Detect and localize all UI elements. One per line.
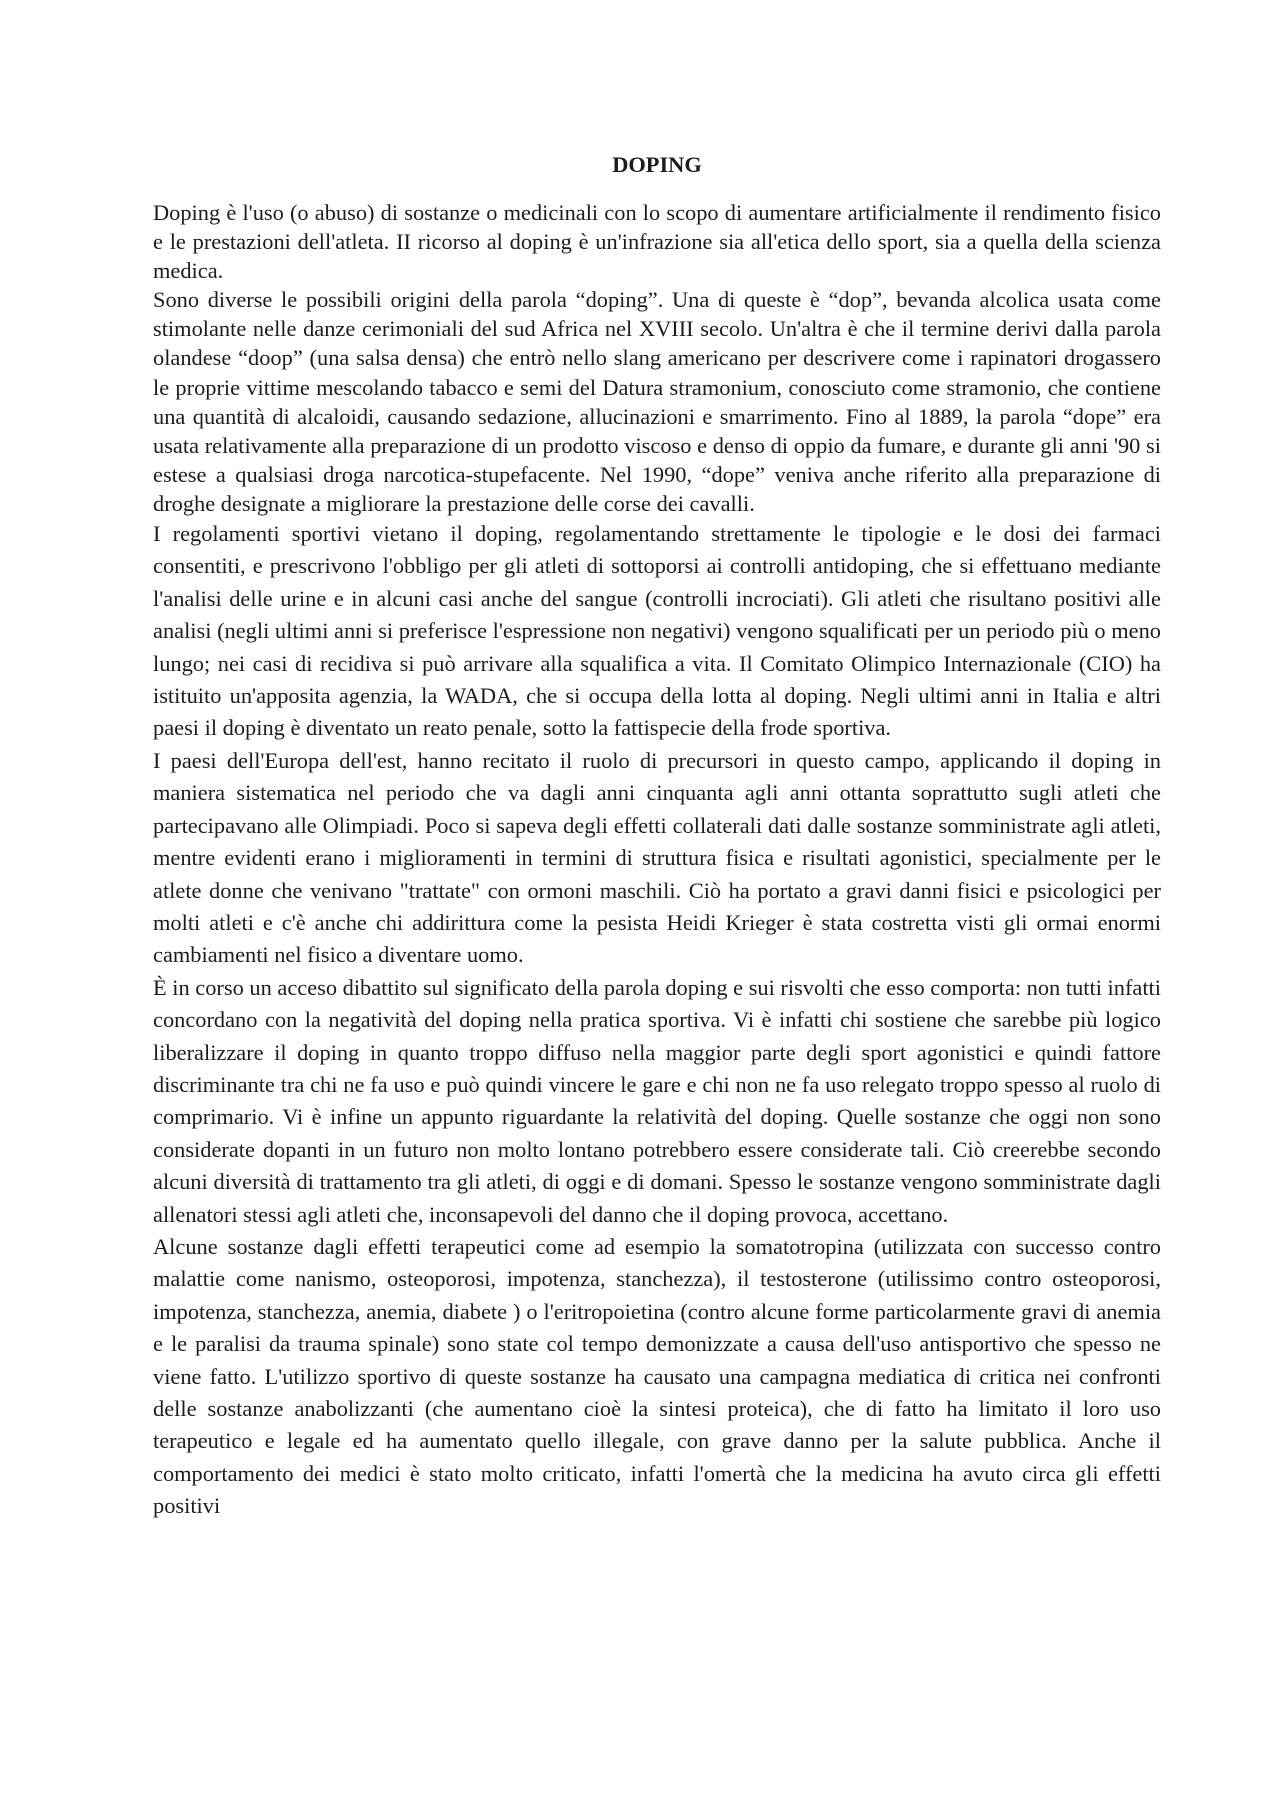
paragraph-regulations: I regolamenti sportivi vietano il doping, regolamentando strettamente le tipologie e le dosi dei farmaci consentiti, e prescrivono l'obbligo per gli atleti di sottoporsi ai controlli antidoping, che si effettuano mediante l'analisi delle urine e in alcuni casi anche del sangue (controlli incrociati). Gli atleti che risultano positivi alle analisi (negli ultimi anni si preferisce l'espressione non negativi) vengono squalificati per un periodo più o meno lungo; nei casi di recidiva si può arrivare alla squalifica a vita. Il Comitato Olimpico Internazionale (CIO) ha istituito un'apposita agenzia, la WADA, che si occupa della lotta al doping. Negli ultimi anni in Italia e altri paesi il doping è diventato un reato penale, sotto la fattispecie della frode sportiva. bbox=[153, 521, 1161, 741]
document-title: DOPING bbox=[612, 152, 702, 177]
paragraph-origins: Sono diverse le possibili origini della parola “doping”. Una di queste è “dop”, bevanda alcolica usata come stimolante nelle danze cerimoniali del sud Africa nel XVIII secolo. Un'altra è che il termine derivi dalla parola olandese “doop” (una salsa densa) che entrò nello slang americano per descrivere come i rapinatori drogassero le proprie vittime mescolando tabacco e semi del Datura stramonium, conosciuto come stramonio, che contiene una quantità di alcaloidi, causando sedazione, allucinazioni e smarrimento. Fino al 1889, la parola “dope” era usata relativamente alla preparazione di un prodotto viscoso e denso di oppio da fumare, e durante gli anni '90 si estese a qualsiasi droga narcotica-stupefacente. Nel 1990, “dope” veniva anche riferito alla preparazione di droghe designate a migliorare la prestazione delle corse dei cavalli. bbox=[153, 287, 1161, 516]
paragraph-therapeutic-substances: Alcune sostanze dagli effetti terapeutici come ad esempio la somatotropina (utilizzata con successo contro malattie come nanismo, osteoporosi, impotenza, stanchezza), il testosterone (utilissimo contro osteoporosi, impotenza, stanchezza, anemia, diabete ) o l'eritropoietina (contro alcune forme particolarmente gravi di anemia e le paralisi da trauma spinale) sono state col tempo demonizzate a causa dell'uso antisportivo che spesso ne viene fatto. L'utilizzo sportivo di queste sostanze ha causato una campagna mediatica di critica nei confronti delle sostanze anabolizzanti (che aumentano cioè la sintesi proteica), che di fatto ha limitato il loro uso terapeutico e legale ed ha aumentato quello illegale, con grave danno per la salute pubblica. Anche il comportamento dei medici è stato molto criticato, infatti l'omertà che la medicina ha avuto circa gli effetti positivi bbox=[153, 1233, 1161, 1519]
document-body bbox=[153, 150, 1161, 1523]
paragraph-definition: Doping è l'uso (o abuso) di sostanze o medicinali con lo scopo di aumentare artificialmente il rendimento fisico e le prestazioni dell'atleta. II ricorso al doping è un'infrazione sia all'etica dello sport, sia a quella della scienza medica. bbox=[153, 200, 1161, 284]
paragraph-eastern-europe: I paesi dell'Europa dell'est, hanno recitato il ruolo di precursori in questo campo, applicando il doping in maniera sistematica nel periodo che va dagli anni cinquanta agli anni ottanta soprattutto sugli atleti che partecipavano alle Olimpiadi. Poco si sapeva degli effetti collaterali dati dalle sostanze somministrate agli atleti, mentre evidenti erano i miglioramenti in termini di struttura fisica e risultati agonistici, specialmente per le atlete donne che venivano "trattate" con ormoni maschili. Ciò ha portato a gravi danni fisici e psicologici per molti atleti e c'è anche chi addirittura come la pesista Heidi Krieger è stata costretta visti gli ormai enormi cambiamenti nel fisico a diventare uomo. bbox=[153, 747, 1161, 968]
paragraph-debate: È in corso un acceso dibattito sul significato della parola doping e sui risvolti che esso comporta: non tutti infatti concordano con la negatività del doping nella pratica sportiva. Vi è infatti chi sostiene che sarebbe più logico liberalizzare il doping in quanto troppo diffuso nella maggior parte degli sport agonistici e quindi fattore discriminante tra chi ne fa uso e può quindi vincere le gare e chi non ne fa uso relegato troppo spesso al ruolo di comprimario. Vi è infine un appunto riguardante la relatività del doping. Quelle sostanze che oggi non sono considerate dopanti in un futuro non molto lontano potrebbero essere considerate tali. Ciò creerebbe secondo alcuni diversità di trattamento tra gli atleti, di oggi e di domani. Spesso le sostanze vengono somministrate dagli allenatori stessi agli atleti che, inconsapevoli del danno che il doping provoca, accettano. bbox=[153, 974, 1161, 1227]
